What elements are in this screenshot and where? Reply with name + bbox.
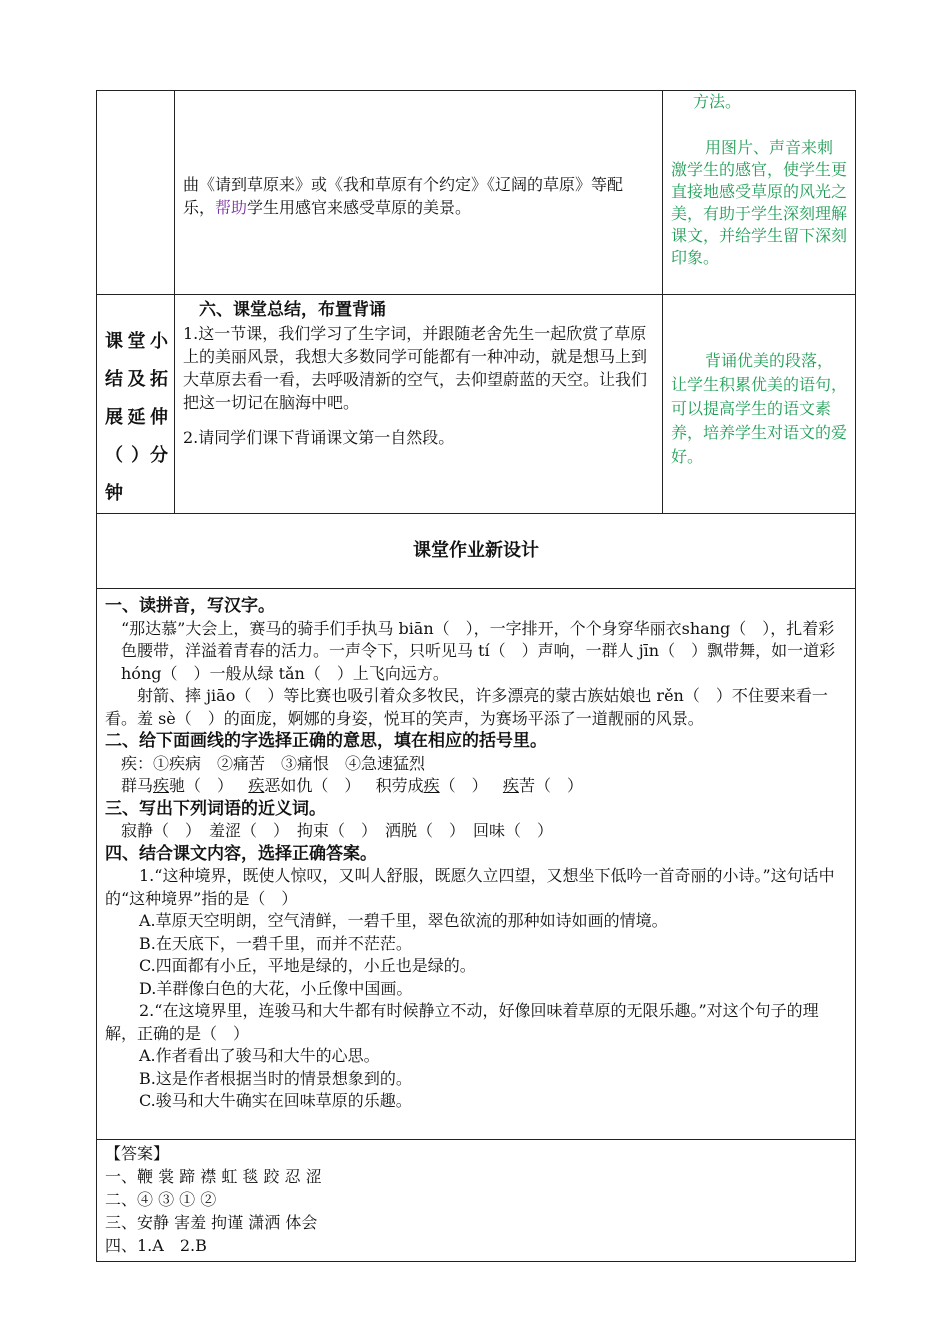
lesson-plan-page [96, 90, 855, 1262]
lesson-plan-table [96, 90, 856, 1262]
answer-2: 二、④ ③ ① ② [105, 1190, 217, 1209]
q2-option-a: A.作者看出了骏马和大牛的心思。 [139, 1046, 380, 1065]
homework-row [97, 589, 856, 1140]
q1-option-d: D.羊群像白色的大花，小丘像中国画。 [139, 978, 413, 998]
row1-content-b: 帮助 [215, 198, 248, 217]
section-4-title: 四、结合课文内容，选择正确答案。 [105, 843, 377, 864]
answers-cell [97, 1140, 856, 1262]
row1-content-a: 曲《请到草原来》或《我和草原有个约定》《辽阔的草原》等配乐， [183, 175, 624, 217]
section-1-para-2: 射箭、摔 jiāo（ ）等比赛也吸引着众多牧民，许多漂亮的蒙古族姑娘也 rěn（ ）不住要来看一看。羞 sè（ ）的面庞，婀娜的身姿，悦耳的笑声，为赛场平添了一道靓丽的风景。 [105, 686, 828, 728]
q1-option-a: A.草原天空明朗，空气清鲜，一碧千里，翠色欲流的那种如诗如画的情境。 [139, 911, 668, 930]
answers-title: 【答案】 [105, 1144, 170, 1163]
row1-note: 用图片、声音来刺激学生的感官，使学生更直接地感受草原的风光之美，有助于学生深刻理解课文，并给学生留下深刻印象。 [671, 138, 848, 267]
summary-label-cell [97, 295, 175, 514]
summary-heading: 六、课堂总结，布置背诵 [199, 300, 386, 320]
summary-note-cell [663, 295, 856, 514]
answer-1: 一、鞭 裳 蹄 襟 虹 毯 跤 忍 涩 [105, 1167, 322, 1186]
summary-row [97, 295, 856, 514]
row1-content-c: 学生用感官来感受草原的美景。 [247, 198, 472, 217]
answers-row [97, 1140, 856, 1262]
section-3-title: 三、写出下列词语的近义词。 [105, 798, 326, 819]
question-1: 1.“这种境界，既使人惊叹，又叫人舒服，既愿久立四望，又想坐下低吟一首奇丽的小诗。”这句话中的“这种境界”指的是（ ） [105, 866, 835, 908]
homework-title-row [97, 514, 856, 589]
row1-note-cell [663, 91, 856, 295]
section-2-items: 群马疾驰（ ） 疾恶如仇（ ） 积劳成疾（ ） 疾苦（ ） [121, 776, 583, 795]
section-2-title: 二、给下面画线的字选择正确的意思，填在相应的括号里。 [105, 731, 547, 751]
q1-option-c: C.四面都有小丘，平地是绿的，小丘也是绿的。 [139, 956, 476, 975]
row1-note-top: 方法。 [693, 92, 742, 111]
answer-3: 三、安静 害羞 拘谨 潇洒 体会 [105, 1213, 318, 1232]
q1-option-b: B.在天底下，一碧千里，而并不茫茫。 [139, 933, 412, 953]
section-2-options: 疾：①疾病 ②痛苦 ③痛恨 ④急速猛烈 [121, 753, 426, 773]
homework-cell [97, 589, 856, 1140]
section-1-title: 一、读拼音，写汉字。 [105, 596, 275, 616]
q2-option-b: B.这是作者根据当时的情景想象到的。 [139, 1068, 412, 1088]
row1-content-cell [175, 91, 663, 295]
summary-paragraph-1: 1.这一节课，我们学习了生字词，并跟随老舍先生一起欣赏了草原上的美丽风景，我想大多数同学可能都有一种冲动，就是想马上到大草原去看一看，去呼吸清新的空气，去仰望蔚蓝的天空。让我们把这一切记在脑海中吧。 [183, 324, 648, 412]
summary-paragraph-2: 2.请同学们课下背诵课文第一自然段。 [183, 428, 455, 447]
section-3-words: 寂静（ ） 羞涩（ ） 拘束（ ） 洒脱（ ） 回味（ ） [121, 821, 554, 840]
answer-4: 四、1.A 2.B [105, 1236, 207, 1255]
summary-note: 背诵优美的段落，让学生积累优美的语句，可以提高学生的语文素养，培养学生对语文的爱好。 [671, 351, 848, 466]
q2-option-c: C.骏马和大牛确实在回味草原的乐趣。 [139, 1091, 412, 1110]
homework-title: 课堂作业新设计 [97, 514, 856, 589]
summary-content-cell [175, 295, 663, 514]
row1-label-cell [97, 91, 175, 295]
activity-row [97, 91, 856, 295]
section-1-para-1: “那达慕”大会上，赛马的骑手们手执马 biān（ ），一字排开，个个身穿华丽衣shang（ ），扎着彩色腰带，洋溢着青春的活力。一声令下，只听见马 tí（ ）声响，一群人 jīn（ ）飘带舞，如一道彩 hóng（ ）一般从绿 tǎn（ ）上飞向远方。 [121, 618, 836, 683]
summary-label: 课堂小结及拓展延伸（ ）分钟 [105, 331, 168, 504]
question-2: 2.“在这境界里，连骏马和大牛都有时候静立不动，好像回味着草原的无限乐趣。”对这个句子的理解，正确的是（ ） [105, 1001, 819, 1043]
